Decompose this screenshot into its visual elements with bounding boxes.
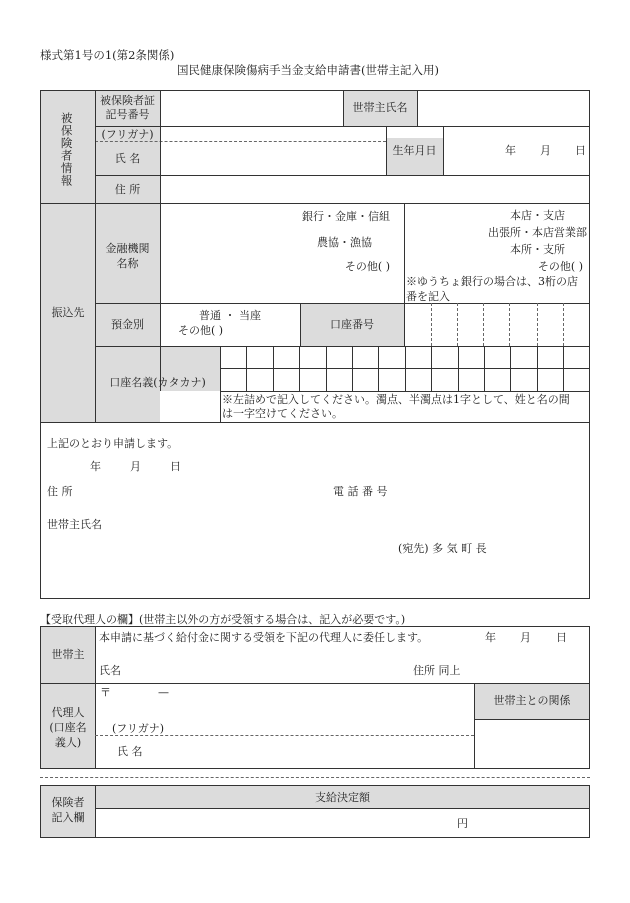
phone-label: 電 話 番 号: [333, 485, 388, 498]
birth-month-label: 月: [540, 144, 551, 157]
birthdate-field[interactable]: [445, 128, 588, 173]
account-name-label: 口座名義(カタカナ): [109, 376, 206, 389]
proxy-head-label: 世帯主: [51, 648, 85, 661]
insured-furigana-field[interactable]: [162, 128, 384, 140]
bank-types-line3: その他( ): [344, 260, 390, 273]
birth-day-label: 日: [575, 144, 586, 157]
applicant-address-field[interactable]: [120, 482, 320, 500]
decision-amount-label: 支給決定額: [315, 791, 370, 804]
yucho-note-line1: ※ゆうちょ銀行の場合は、3桁の店: [406, 275, 578, 288]
address-same-text: 住所 同上: [413, 664, 461, 677]
agent-name-field[interactable]: [150, 738, 470, 766]
decision-amount-field[interactable]: [97, 810, 447, 836]
insured-address-field[interactable]: [162, 177, 588, 201]
delegation-year-label: 年: [485, 631, 496, 644]
household-head-name-field[interactable]: [419, 92, 588, 124]
application-year-label: 年: [90, 460, 101, 473]
agent-label-line3: 義人): [54, 736, 82, 749]
deposit-types-line2[interactable]: その他( ): [178, 324, 224, 337]
form-number: 様式第1号の1(第2条関係): [40, 48, 175, 62]
yucho-note-line2: 番を記入: [406, 290, 450, 303]
deposit-type-label: 預金別: [111, 318, 144, 331]
postal-mark: 〒: [100, 686, 111, 699]
proxy-head-name-label: 氏名: [99, 664, 121, 677]
insured-section-label: 被保険者情報: [59, 112, 74, 187]
cert-label-line1: 被保険者証: [100, 94, 155, 107]
branch-line4: その他( ): [537, 260, 583, 273]
institution-label-line1: 金融機関: [105, 242, 150, 255]
agent-label-line2: (口座名: [49, 721, 87, 734]
yen-label: 円: [457, 817, 468, 830]
applicant-address-label: 住 所: [47, 485, 73, 498]
relation-label: 世帯主との関係: [493, 694, 571, 707]
agent-name-label: 氏 名: [117, 745, 143, 758]
application-statement: 上記のとおり申請します。: [47, 437, 179, 450]
insured-name-field[interactable]: [162, 143, 384, 173]
agent-label-line1: 代理人: [51, 706, 85, 719]
birth-year-label: 年: [505, 144, 516, 157]
application-month-label: 月: [130, 460, 141, 473]
account-number-field[interactable]: [406, 305, 588, 344]
application-day-label: 日: [170, 460, 181, 473]
account-name-note-line1: ※左詰めで記入してください。濁点、半濁点は1字として、姓と名の間: [222, 393, 570, 406]
branch-line1: 本店・支店: [510, 209, 565, 222]
account-name-grid[interactable]: [222, 348, 588, 389]
household-head-label: 世帯主氏名: [352, 101, 408, 114]
bank-types-line2: 農協・漁協: [317, 236, 372, 249]
branch-line2: 出張所・本店営業部: [488, 226, 587, 239]
institution-label-line2: 名称: [116, 257, 139, 270]
applicant-head-name-field[interactable]: [115, 515, 365, 533]
delegation-month-label: 月: [520, 631, 531, 644]
account-name-note-line2: は一字空けてください。: [222, 407, 343, 420]
cert-number-field[interactable]: [162, 92, 341, 124]
insured-address-label: 住 所: [114, 183, 141, 196]
insured-name-label: 氏 名: [114, 152, 141, 165]
agent-furigana-label: (フリガナ): [112, 722, 165, 735]
transfer-section-label: 振込先: [51, 306, 85, 319]
applicant-head-name-label: 世帯主氏名: [47, 518, 102, 531]
insurer-label-line2: 記入欄: [51, 811, 85, 824]
insurer-label-line1: 保険者: [51, 796, 85, 809]
account-number-label: 口座番号: [330, 318, 374, 331]
cut-line: [40, 777, 590, 778]
branch-line3: 本所・支所: [510, 243, 565, 256]
bank-types-line1: 銀行・金庫・信組: [302, 210, 390, 223]
proxy-section-title: 【受取代理人の欄】(世帯主以外の方が受領する場合は、記入が必要です。): [40, 613, 406, 626]
delegation-day-label: 日: [556, 631, 567, 644]
form-title: 国民健康保険傷病手当金支給申請書(世帯主記入用): [177, 63, 439, 77]
insured-furigana-label: (フリガナ): [101, 128, 154, 141]
addressee: (宛先) 多 気 町 長: [398, 542, 487, 555]
birthdate-label: 生年月日: [392, 144, 437, 157]
cert-label-line2: 記号番号: [105, 108, 150, 121]
delegation-text: 本申請に基づく給付金に関する受領を下記の代理人に委任します。: [99, 631, 429, 644]
phone-field[interactable]: [405, 482, 585, 500]
proxy-head-name-field[interactable]: [125, 660, 405, 680]
deposit-types-line1[interactable]: 普通 ・ 当座: [199, 309, 261, 322]
postal-dash: —: [158, 686, 169, 699]
relation-field[interactable]: [476, 721, 588, 767]
